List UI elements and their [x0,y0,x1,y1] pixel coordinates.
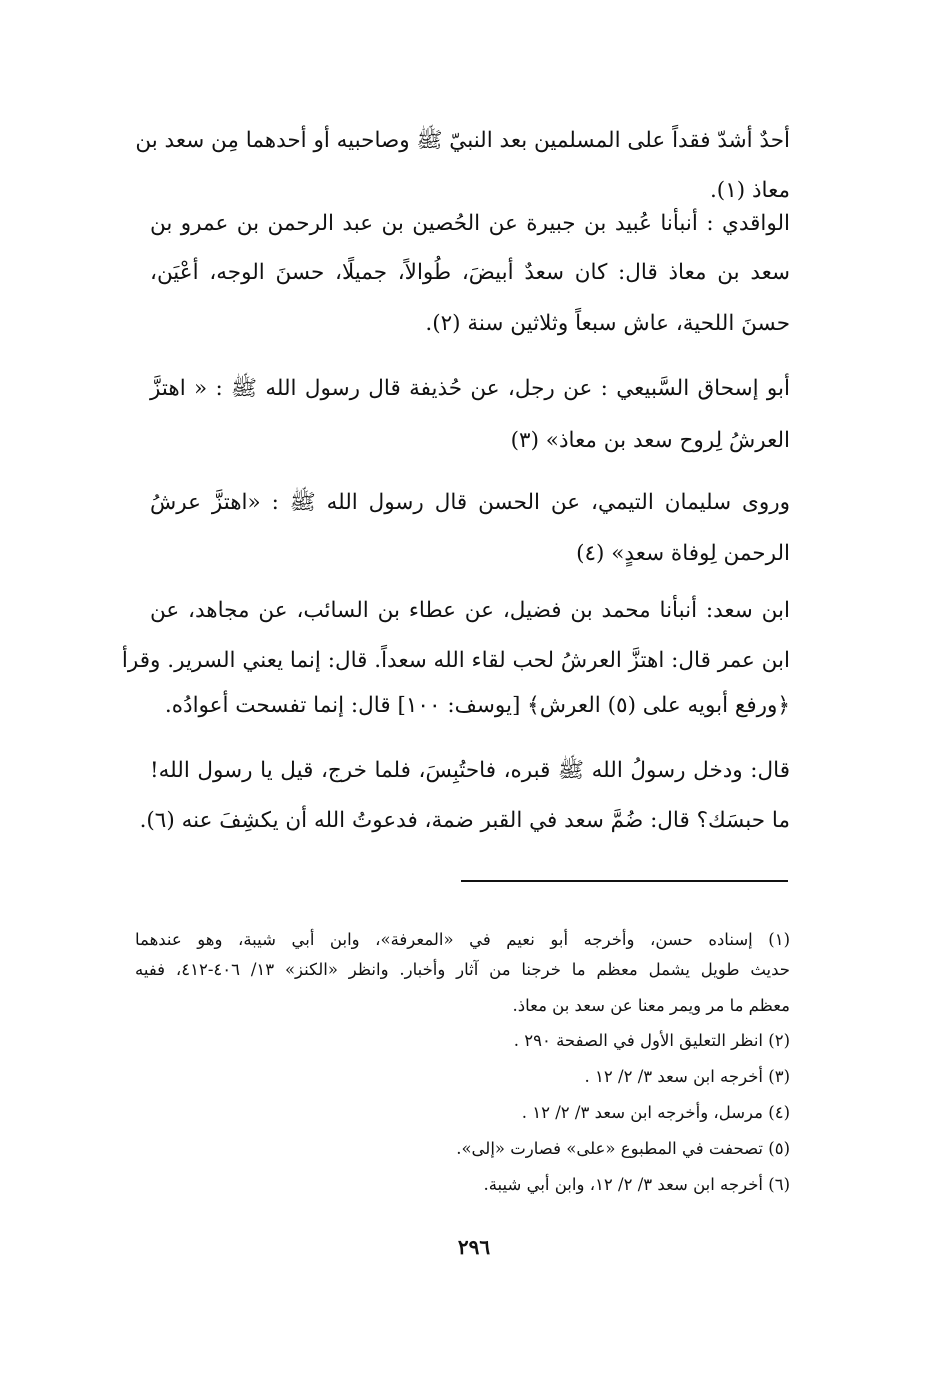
page-number: ٢٩٦ [457,1235,491,1259]
body-line-8: وروى سليمان التيمي، عن الحسن قال رسول الله ﷺ : «اهتزَّ عرشُ [150,490,790,515]
body-line-2: معاذ (١). [709,178,790,203]
footnote-line-7: (٥) تصحفت في المطبوع «على» فصارت «إلى». [456,1139,790,1158]
footnote-line-4: (٢) انظر التعليق الأول في الصفحة ٢٩٠ . [513,1031,790,1050]
footnote-line-2: حديث طويل يشمل معظم ما خرجنا من آثار وأخبار. وانظر «الكنز» ١٣/ ٤٠٦-٤١٢، ففيه [135,960,790,979]
footnote-line-6: (٤) مرسل، وأخرجه ابن سعد ٣/ ٢/ ١٢ . [521,1103,790,1122]
body-line-13: قال: ودخل رسولُ الله ﷺ قبره، فاحتُبِسَ، فلما خرج، قيل يا رسول الله! [150,758,790,783]
footnote-line-5: (٣) أخرجه ابن سعد ٣/ ٢/ ١٢ . [584,1067,790,1086]
body-line-5: حسنَ اللحية، عاش سبعاً وثلاثين سنة (٢). [425,311,790,336]
body-line-10: ابن سعد: أنبأنا محمد بن فضيل، عن عطاء بن السائب، عن مجاهد، عن [150,598,790,623]
body-line-3: الواقدي : أنبأنا عُبيد بن جبيرة عن الحُصين بن عبد الرحمن بن عمرو بن [150,211,790,236]
body-line-7: العرشُ لِروح سعد بن معاذ» (٣) [510,428,790,453]
footnote-line-8: (٦) أخرجه ابن سعد ٣/ ٢/ ١٢، وابن أبي شيبة. [483,1175,790,1194]
footnote-separator [461,880,788,882]
footnote-line-3: معظم ما مر ويمر معنا عن سعد بن معاذ. [512,996,790,1015]
footnote-line-1: (١) إسناده حسن، وأخرجه أبو نعيم في «المعرفة»، وابن أبي شيبة، وهو عندهما [135,930,790,949]
body-line-4: سعد بن معاذ قال: كان سعدٌ أبيضَ، طُوالاً، جميلًا، حسنَ الوجه، أعْيَن، [150,260,790,285]
body-line-9: الرحمن لِوفاة سعدٍ» (٤) [576,541,790,566]
body-line-14: ما حبسَك؟ قال: ضُمَّ سعد في القبر ضمة، فدعوتُ الله أن يكشِفَ عنه (٦). [139,808,790,833]
body-line-12: ﴿ورفع أبويه على (٥) العرش﴾ [يوسف: ١٠٠] قال: إنما تفسحت أعوادُه. [164,693,790,718]
body-line-11: ابن عمر قال: اهتزَّ العرشُ لحب لقاء الله سعداً. قال: إنما يعني السرير. وقرأ [121,648,790,673]
body-line-1: أحدٌ أشدّ فقداً على المسلمين بعد النبيّ ﷺ وصاحبيه أو أحدهما مِن سعد بن [135,128,790,153]
body-line-6: أبو إسحاق السَّبيعي : عن رجل، عن حُذيفة قال رسول الله ﷺ : « اهتزَّ [150,376,790,401]
